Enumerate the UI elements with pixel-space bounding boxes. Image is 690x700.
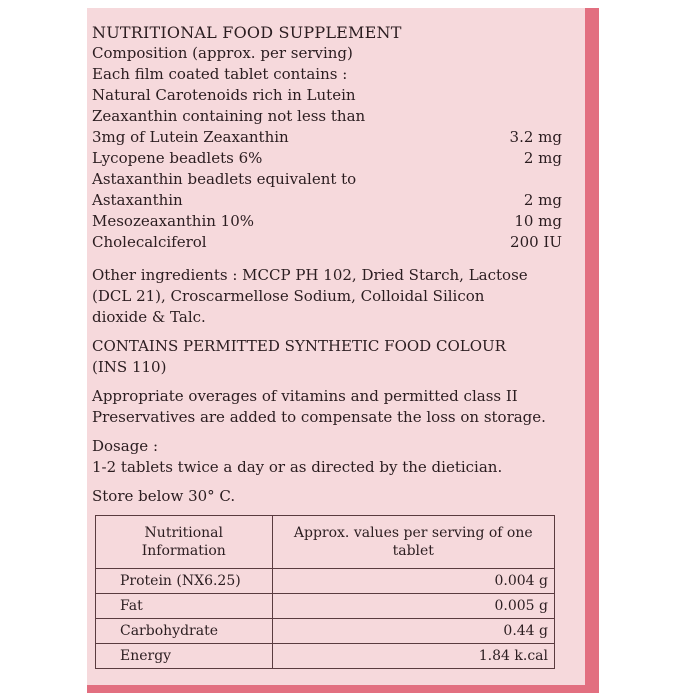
dosage-label: Dosage :	[92, 437, 158, 455]
ingredient-amount: 3.2 mg	[509, 128, 562, 146]
spacer	[92, 478, 562, 486]
spacer	[92, 378, 562, 386]
nutrient-name: Protein (NX6.25)	[96, 569, 273, 594]
ingredient-row	[92, 232, 562, 253]
ingredient-amount: 2 mg	[523, 149, 562, 167]
ingredient-name: Mesozeaxanthin 10%	[92, 212, 255, 230]
other-ingredients-line: (DCL 21), Croscarmellose Sodium, Colloidal Silicon	[92, 287, 485, 305]
colour-notice-line: CONTAINS PERMITTED SYNTHETIC FOOD COLOUR	[92, 337, 506, 355]
natural-carotenoids-line-2: Zeaxanthin containing not less than	[92, 107, 366, 125]
storage-instruction: Store below 30° C.	[92, 487, 236, 505]
nutrient-value: 0.44 g	[272, 619, 554, 644]
label-panel	[87, 8, 599, 693]
spacer	[92, 328, 562, 336]
nutrient-name: Energy	[96, 644, 273, 669]
spacer	[92, 253, 562, 265]
nutrient-value: 1.84 k.cal	[272, 644, 554, 669]
ingredient-amount: 200 IU	[510, 233, 562, 251]
table-header-nutritional-information: Nutritional Information	[96, 516, 273, 569]
nutrient-name: Fat	[96, 594, 273, 619]
ingredient-row	[92, 169, 562, 190]
ingredient-row	[92, 211, 562, 232]
dosage-text: 1-2 tablets twice a day or as directed by the dietician.	[92, 458, 503, 476]
ingredient-name: 3mg of Lutein Zeaxanthin	[92, 128, 289, 146]
other-ingredients-line: Other ingredients : MCCP PH 102, Dried Starch, Lactose	[92, 266, 528, 284]
ingredient-amount: 10 mg	[514, 212, 562, 230]
table-row	[96, 619, 555, 644]
ingredient-name: Lycopene beadlets 6%	[92, 149, 263, 167]
label-text-block	[92, 22, 562, 507]
nutrient-name: Carbohydrate	[96, 619, 273, 644]
overages-line: Preservatives are added to compensate the loss on storage.	[92, 408, 546, 426]
table-row	[96, 644, 555, 669]
other-ingredients-line: dioxide & Talc.	[92, 308, 206, 326]
composition-heading: Composition (approx. per serving)	[92, 44, 353, 62]
table-row	[96, 594, 555, 619]
spacer	[92, 428, 562, 436]
ingredient-row	[92, 148, 562, 169]
colour-notice-line: (INS 110)	[92, 358, 167, 376]
supplement-title: NUTRITIONAL FOOD SUPPLEMENT	[92, 23, 402, 42]
ingredient-name: Astaxanthin beadlets equivalent to	[92, 170, 357, 188]
table-row	[96, 569, 555, 594]
ingredient-amount: 2 mg	[523, 191, 562, 209]
ingredient-name: Cholecalciferol	[92, 233, 207, 251]
natural-carotenoids-line-1: Natural Carotenoids rich in Lutein	[92, 86, 356, 104]
ingredient-name: Astaxanthin	[92, 191, 183, 209]
nutrition-table	[95, 515, 555, 669]
nutrient-value: 0.005 g	[272, 594, 554, 619]
nutrient-value: 0.004 g	[272, 569, 554, 594]
ingredient-amount	[492, 169, 562, 190]
table-header-approx-values: Approx. values per serving of one tablet	[272, 516, 554, 569]
overages-line: Appropriate overages of vitamins and permitted class II	[92, 387, 518, 405]
ingredient-row	[92, 190, 562, 211]
each-tablet-text: Each film coated tablet contains :	[92, 65, 348, 83]
table-header-row	[96, 516, 555, 569]
ingredient-row	[92, 127, 562, 148]
